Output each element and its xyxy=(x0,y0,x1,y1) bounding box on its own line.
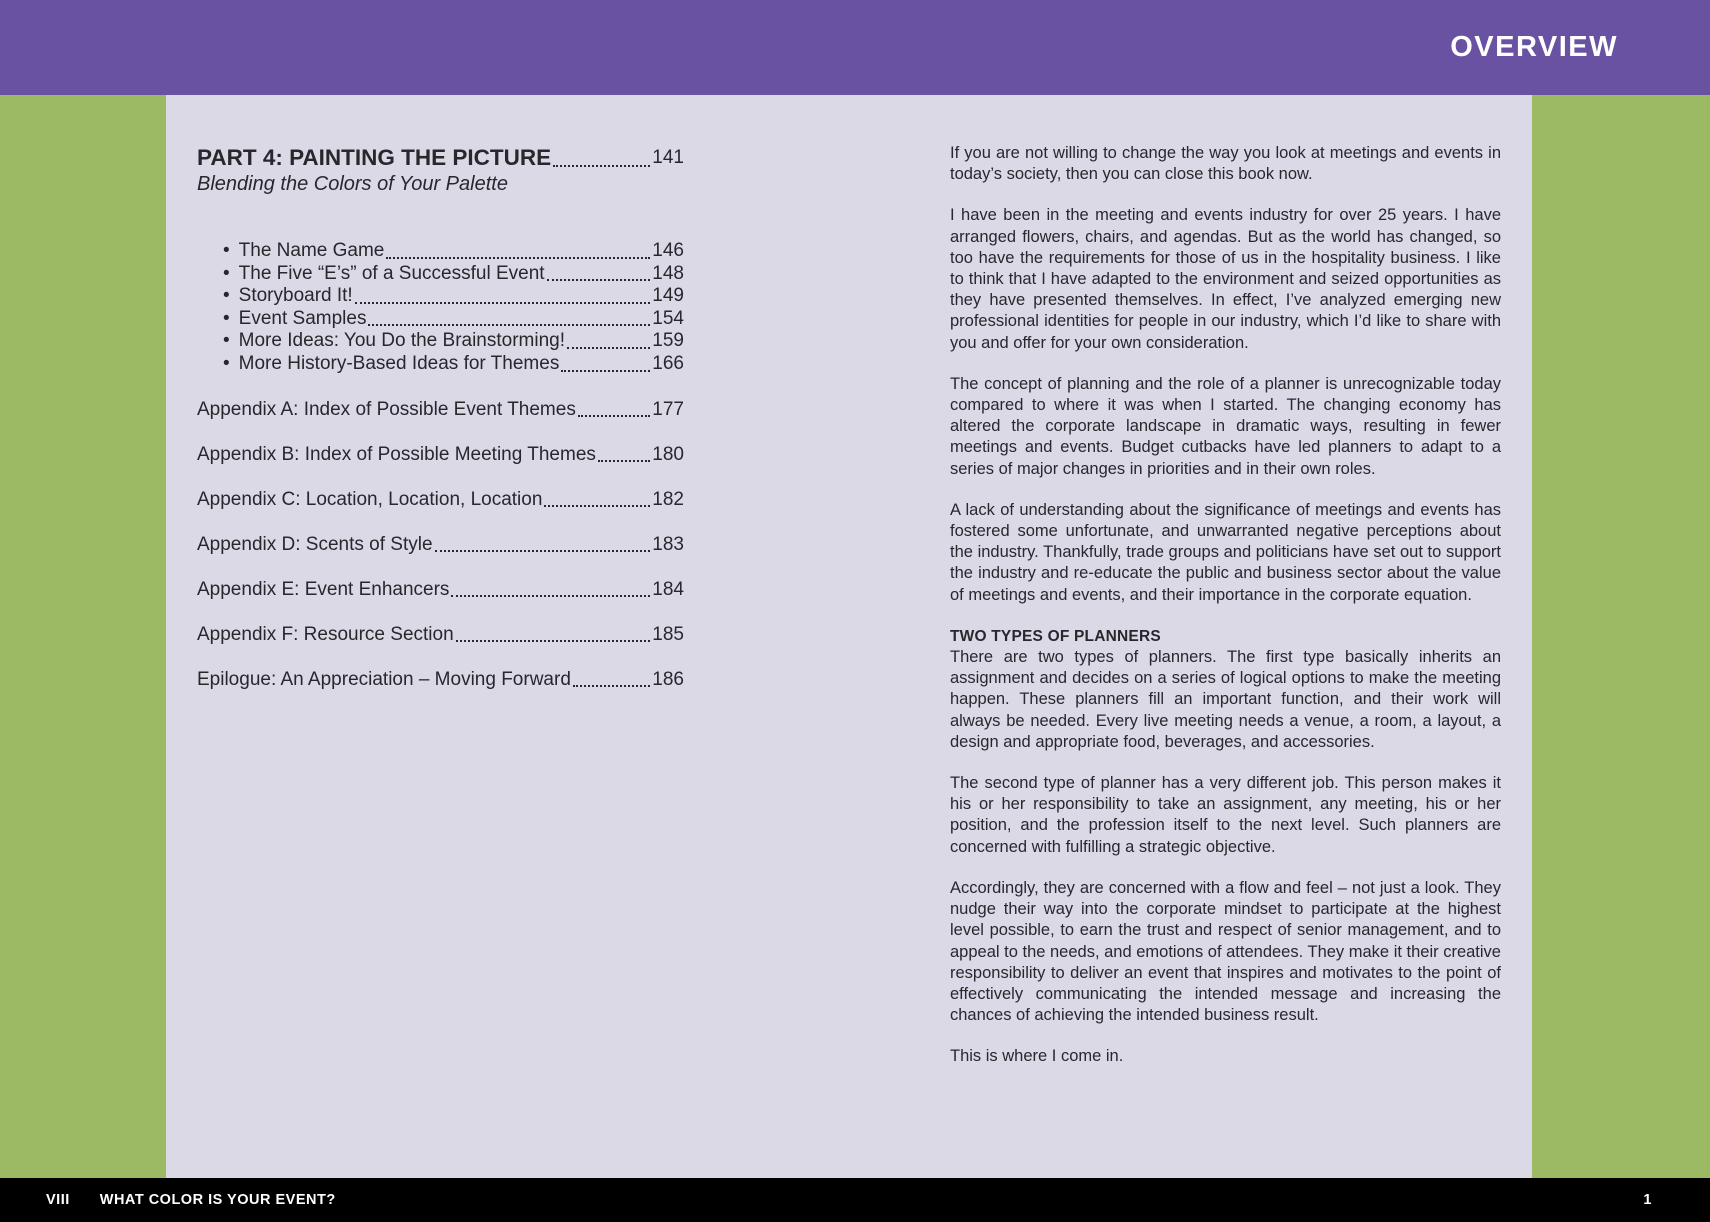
toc-dot-leader xyxy=(573,685,650,687)
bullet-icon: • xyxy=(223,307,230,329)
toc-entry-page-number: 149 xyxy=(652,285,684,307)
toc-entry-label: Appendix A: Index of Possible Event Themes xyxy=(197,398,576,420)
toc-entry-page-number: 159 xyxy=(652,330,684,352)
toc-entry xyxy=(197,488,684,511)
toc-part-title: PART 4: PAINTING THE PICTURE xyxy=(197,145,552,170)
left-page-folio: VIII xyxy=(46,1192,70,1208)
toc-part-page-number: 141 xyxy=(652,147,684,168)
toc-entry-label: The Five “E’s” of a Successful Event xyxy=(238,262,545,284)
toc-entry xyxy=(197,240,684,263)
overview-body-text xyxy=(950,143,1501,1068)
toc-entry xyxy=(197,443,684,466)
body-paragraph: I have been in the meeting and events industry for over 25 years. I have arranged flowers, chairs, and agendas. But as the world has changed, so too have the requirements for those of us in the hospitality business. I like to think that I have adapted to the environment and seized opportunities as they have presented themselves. In effect, I’ve analyzed emerging new professional identities for people in our industry, which I’d like to share with you and offer for your own consideration. xyxy=(950,206,1501,352)
toc-dot-leader xyxy=(435,550,651,552)
toc-entry-label: Event Samples xyxy=(238,307,367,329)
right-page-folio: 1 xyxy=(1643,1192,1652,1208)
body-paragraph: If you are not willing to change the way you look at meetings and events in today’s society, then you can close this book now. xyxy=(950,144,1501,184)
toc-entry xyxy=(197,533,684,556)
toc-entry-label: Appendix E: Event Enhancers xyxy=(197,578,450,600)
toc-entry xyxy=(197,353,684,376)
toc-entry-label: Appendix C: Location, Location, Location xyxy=(197,488,543,510)
toc-entry-page-number: 182 xyxy=(652,488,684,510)
toc-entry-label: Appendix D: Scents of Style xyxy=(197,533,433,555)
bullet-icon: • xyxy=(223,285,230,307)
toc-dot-leader xyxy=(578,415,650,417)
body-paragraph: The concept of planning and the role of a planner is unrecognizable today compared to where it was when I started. The changing economy has altered the corporate landscape in dramatic ways, resulting in fewer meetings and events. Budget cutbacks have led planners to adapt to a series of major changes in priorities and in their own roles. xyxy=(950,374,1501,478)
toc-dot-leader xyxy=(368,324,650,326)
toc-dot-leader xyxy=(544,505,650,507)
bullet-icon: • xyxy=(223,262,230,284)
toc-entry xyxy=(197,398,684,421)
toc-entry-label: The Name Game xyxy=(238,240,385,261)
toc-entry-page-number: 180 xyxy=(652,443,684,465)
body-paragraph: This is where I come in. xyxy=(950,1047,1124,1066)
toc-entry xyxy=(197,263,684,286)
toc-bullet-list xyxy=(197,240,684,376)
bullet-icon: • xyxy=(223,330,230,352)
toc-dot-leader xyxy=(355,302,651,304)
toc-dot-leader xyxy=(567,347,650,349)
toc-part-row xyxy=(197,145,684,171)
toc-dot-leader xyxy=(547,279,651,281)
toc-entry-page-number: 154 xyxy=(652,307,684,329)
body-paragraph: There are two types of planners. The first type basically inherits an assignment and decides on a series of logical options to make the meeting happen. These planners fill an important function, and their work will always be needed. Every live meeting needs a venue, a room, a layout, a design and appropriate food, beverages, and accessories. xyxy=(950,648,1501,751)
toc-dot-leader xyxy=(561,370,650,372)
toc-entry xyxy=(197,285,684,308)
toc-appendix-list xyxy=(197,398,684,691)
toc-dot-leader xyxy=(598,460,650,462)
toc-entry-label: More Ideas: You Do the Brainstorming! xyxy=(238,330,566,352)
toc-entry-page-number: 166 xyxy=(652,352,684,374)
toc-entry-label: Appendix B: Index of Possible Meeting Themes xyxy=(197,443,596,465)
toc-entry-label: More History-Based Ideas for Themes xyxy=(238,352,560,374)
right-page-margin xyxy=(1532,95,1710,1178)
toc-entry-label: Appendix F: Resource Section xyxy=(197,623,454,645)
toc-entry-page-number: 184 xyxy=(652,578,684,600)
toc-entry xyxy=(197,330,684,353)
toc-dot-leader xyxy=(553,165,650,167)
footer-book-title: WHAT COLOR IS YOUR EVENT? xyxy=(99,1192,336,1208)
toc-entry xyxy=(197,668,684,691)
toc-entry xyxy=(197,308,684,331)
table-of-contents xyxy=(197,145,684,691)
toc-entry-page-number: 183 xyxy=(652,533,684,555)
body-paragraph: Accordingly, they are concerned with a flow and feel – not just a look. They nudge their way into the corporate mindset to participate at the highest level possible, to earn the trust and respect of senior management, and to appeal to the needs, and emotions of attendees. They make it their creative responsibility to deliver an event that inspires and motivates to the point of effectively communicating the intended message and increasing the chances of achieving the intended business result. xyxy=(950,878,1501,1025)
toc-dot-leader xyxy=(386,257,650,259)
toc-entry-page-number: 146 xyxy=(652,240,684,261)
footer-bar xyxy=(0,1178,1710,1222)
toc-entry-label: Storyboard It! xyxy=(238,285,353,307)
chapter-banner xyxy=(0,0,1710,95)
toc-part-subtitle: Blending the Colors of Your Palette xyxy=(197,173,508,195)
bullet-icon: • xyxy=(223,352,230,374)
toc-entry-label: Epilogue: An Appreciation – Moving Forward xyxy=(197,668,571,690)
toc-entry xyxy=(197,623,684,646)
body-paragraph: A lack of understanding about the significance of meetings and events has fostered some unfortunate, and unwarranted negative perceptions about the industry. Thankfully, trade groups and politicians have set out to support the industry and re-educate the public and business sector about the value of meetings and events, and their importance in the corporate equation. xyxy=(950,500,1501,604)
toc-entry-page-number: 177 xyxy=(652,398,684,420)
chapter-banner-title: OVERVIEW xyxy=(1450,31,1618,63)
toc-entry-page-number: 185 xyxy=(652,623,684,645)
toc-entry xyxy=(197,578,684,601)
toc-dot-leader xyxy=(456,640,651,642)
left-page-margin xyxy=(0,95,166,1178)
toc-dot-leader xyxy=(451,595,650,597)
body-paragraph: The second type of planner has a very different job. This person makes it his or her responsibility to take an assignment, any meeting, his or her position, and the profession itself to the next level. Such planners are concerned with fulfilling a strategic objective. xyxy=(950,774,1501,856)
toc-entry-page-number: 186 xyxy=(652,668,684,690)
toc-entry-page-number: 148 xyxy=(652,262,684,284)
section-heading: TWO TYPES OF PLANNERS xyxy=(950,627,1161,645)
bullet-icon: • xyxy=(223,240,230,261)
